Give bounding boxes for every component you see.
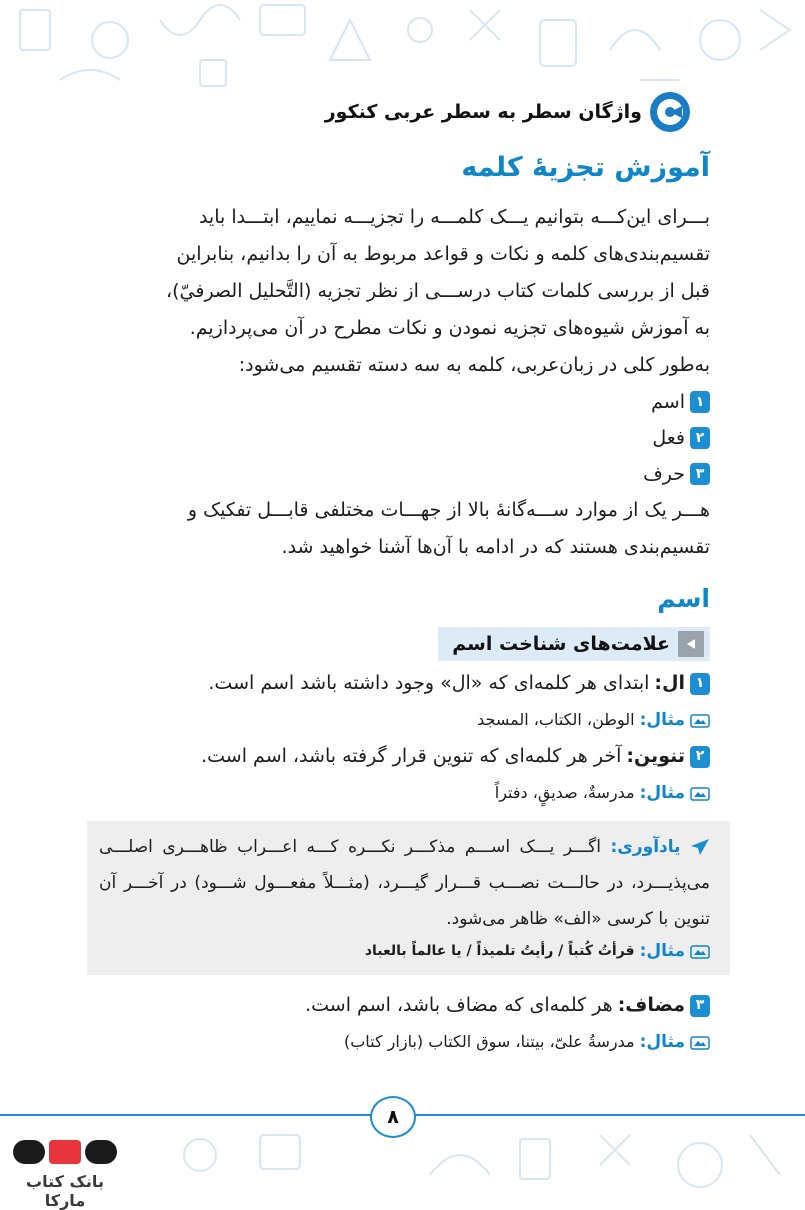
example-icon xyxy=(690,785,710,801)
number-badge: ۲ xyxy=(690,427,710,449)
reminder-note xyxy=(87,821,730,975)
note-label: یادآوری: xyxy=(610,837,681,857)
category-label: حرف xyxy=(643,463,685,485)
example-label: مثال: xyxy=(639,783,685,803)
number-badge: ۱ xyxy=(690,673,710,695)
category-item xyxy=(95,420,710,456)
outro-line-2: تقسیم‌بندی هستند که در ادامه با آن‌ها آشنا خواهید شد. xyxy=(281,536,710,558)
note-example-row xyxy=(99,937,710,965)
number-badge: ۱ xyxy=(690,391,710,413)
intro-line-3: قبل از بررسی کلمات کتاب درســـی از نظر تجزیه (التَّحلیل الصرفيّ)، xyxy=(165,280,710,302)
brand-watermark xyxy=(10,1136,120,1210)
rule-text: هر کلمه‌ای که مضاف باشد، اسم است. xyxy=(305,994,613,1016)
publisher-logo-icon xyxy=(650,92,690,132)
number-badge: ۲ xyxy=(690,746,710,768)
intro-line-1: بـــرای این‌کـــه بتوانیم یـــک کلمـــه را تجزیـــه نماییم، ابتـــدا باید xyxy=(198,206,710,228)
category-label: اسم xyxy=(651,391,685,413)
running-header xyxy=(325,92,690,132)
division-line: به‌طور کلی در زبان‌عربی، کلمه به سه دسته تقسیم می‌شود: xyxy=(238,354,710,376)
rule-text: آخر هر کلمه‌ای که تنوین قرار گرفته باشد، اسم است. xyxy=(201,745,622,767)
rule-keyword: مضاف: xyxy=(617,994,685,1016)
outro-line-1: هـــر یک از موارد ســـه‌گانهٔ بالا از جهـــات مختلفی قابـــل تفکیک و xyxy=(187,499,710,521)
subheading-noun: اسم xyxy=(657,584,710,613)
example-text: قرأتُ کُتباً / رأیتُ تلمیذاً / یا عالماً بالعباد xyxy=(364,943,635,959)
rule-row xyxy=(95,987,710,1024)
rule-text: ابتدای هر کلمه‌ای که «ال» وجود داشته باشد اسم است. xyxy=(208,672,650,694)
note-paragraph xyxy=(99,829,710,937)
number-badge: ۳ xyxy=(690,463,710,485)
main-heading: آموزش تجزیهٔ کلمه xyxy=(461,152,710,183)
header-title: واژگان سطر به سطر عربی کنکور xyxy=(324,101,642,123)
example-text: مدرسةٌ، صدیقٍ، دفتراً xyxy=(494,783,635,802)
example-label: مثال: xyxy=(639,1032,685,1052)
page-content xyxy=(95,152,710,1060)
intro-line-2: تقسیم‌بندی‌های کلمه و نکات و قواعد مربوط به آن را بدانیم، بنابراین xyxy=(176,243,710,265)
paper-plane-icon xyxy=(690,838,710,856)
note-text: اگـــر یـــک اســـم مذکـــر نکـــره کـــه اعـــراب ظاهـــری اصلـــی می‌پذیـــرد، در حالـــت نصـــب قـــرار گیـــرد، (مثـــلاً مفعـــول شـــود) در آخـــر آن تنوین با کرسی «الف» ظاهر می‌شود. xyxy=(99,837,710,929)
example-text: مدرسةُ علیّ، بیتنا، سوق الکتاب (بازار کتاب) xyxy=(343,1032,635,1051)
page-number: ۸ xyxy=(370,1096,416,1138)
example-icon xyxy=(690,1034,710,1050)
example-label: مثال: xyxy=(639,941,685,961)
category-item xyxy=(95,384,710,420)
rule-row xyxy=(95,665,710,702)
category-label: فعل xyxy=(652,427,685,449)
example-row xyxy=(95,1024,710,1060)
section-title: علامت‌های شناخت اسم xyxy=(452,633,670,655)
example-text: الوطن، الکتاب، المسجد xyxy=(477,710,635,729)
example-row xyxy=(95,775,710,811)
brand-logo-icon xyxy=(13,1136,117,1166)
number-badge: ۳ xyxy=(690,995,710,1017)
example-icon xyxy=(690,943,710,959)
rule-keyword: ال: xyxy=(654,672,685,694)
category-item xyxy=(95,456,710,492)
rule-keyword: تنوین: xyxy=(626,745,685,767)
play-arrow-icon xyxy=(678,631,704,657)
example-icon xyxy=(690,712,710,728)
section-title-box xyxy=(438,627,710,661)
doodle-background-top xyxy=(0,0,805,100)
example-row xyxy=(95,702,710,738)
example-label: مثال: xyxy=(639,710,685,730)
rule-row xyxy=(95,738,710,775)
brand-name: بانک کتاب مارکا xyxy=(26,1172,104,1210)
intro-line-4: به آموزش شیوه‌های تجزیه نمودن و نکات مطرح در آن می‌پردازیم. xyxy=(189,317,710,339)
